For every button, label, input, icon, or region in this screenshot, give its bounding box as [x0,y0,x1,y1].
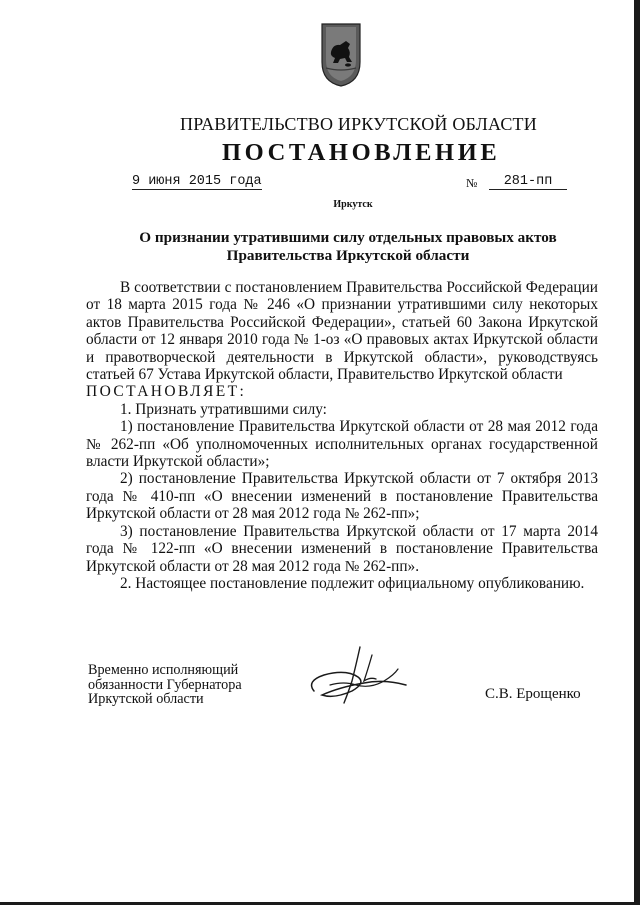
coat-of-arms-emblem [320,22,362,88]
sub-item-3: 3) постановление Правительства Иркутской области от 17 марта 2014 года № 122-пп «О внесении изменений в постановление Правительства Иркутской области от 28 мая 2012 года № 262-пп». [86,522,598,575]
resolves-heading: ПОСТАНОВЛЯЕТ: [86,383,247,401]
number-sign: № [466,176,478,190]
item-1: 1. Признать утратившими силу: [120,400,327,418]
decree-subject [112,229,584,265]
signatory-name: С.В. Ерощенко [485,686,581,702]
signatory-role [88,663,288,707]
subject-line-1: О признании утратившими силу отдельных правовых актов [139,229,557,246]
preamble-paragraph: В соответствии с постановлением Правительства Российской Федерации от 18 марта 2015 года № 246 «О признании утратившими силу некоторых актов Правительства Российской Федерации», статьей 60 Закона Иркутской области от 12 января 2010 года № 1-оз «О правовых актах Иркутской области и правотворческой деятельности в Иркутской области», руководствуясь статьей 67 Устава Иркутской области, Правительство Иркутской области [86,279,598,384]
sub-item-2: 2) постановление Правительства Иркутской области от 7 октября 2013 года № 410-пп «О внесении изменений в постановление Правительства Иркутской области от 28 мая 2012 года № 262-пп»; [86,470,598,523]
item-2: 2. Настоящее постановление подлежит официальному опубликованию. [120,574,585,592]
scan-edge-right [634,0,640,905]
decree-number: 281-пп [489,174,567,190]
role-line-1: Временно исполняющий [88,662,239,678]
decree-body [86,279,598,592]
organization-title: ПРАВИТЕЛЬСТВО ИРКУТСКОЙ ОБЛАСТИ [180,114,537,134]
handwritten-signature [300,641,418,709]
city-label: Иркутск [333,199,373,210]
document-type-title: ПОСТАНОВЛЕНИЕ [222,139,501,166]
sub-item-1: 1) постановление Правительства Иркутской области от 28 мая 2012 года № 262-пп «Об уполномоченных исполнительных органах государственной власти Иркутской области»; [86,418,598,471]
decree-date: 9 июня 2015 года [132,174,262,189]
role-line-3: Иркутской области [88,691,204,707]
subject-line-2: Правительства Иркутской области [226,247,470,264]
role-line-2: обязанности Губернатора [88,676,242,693]
